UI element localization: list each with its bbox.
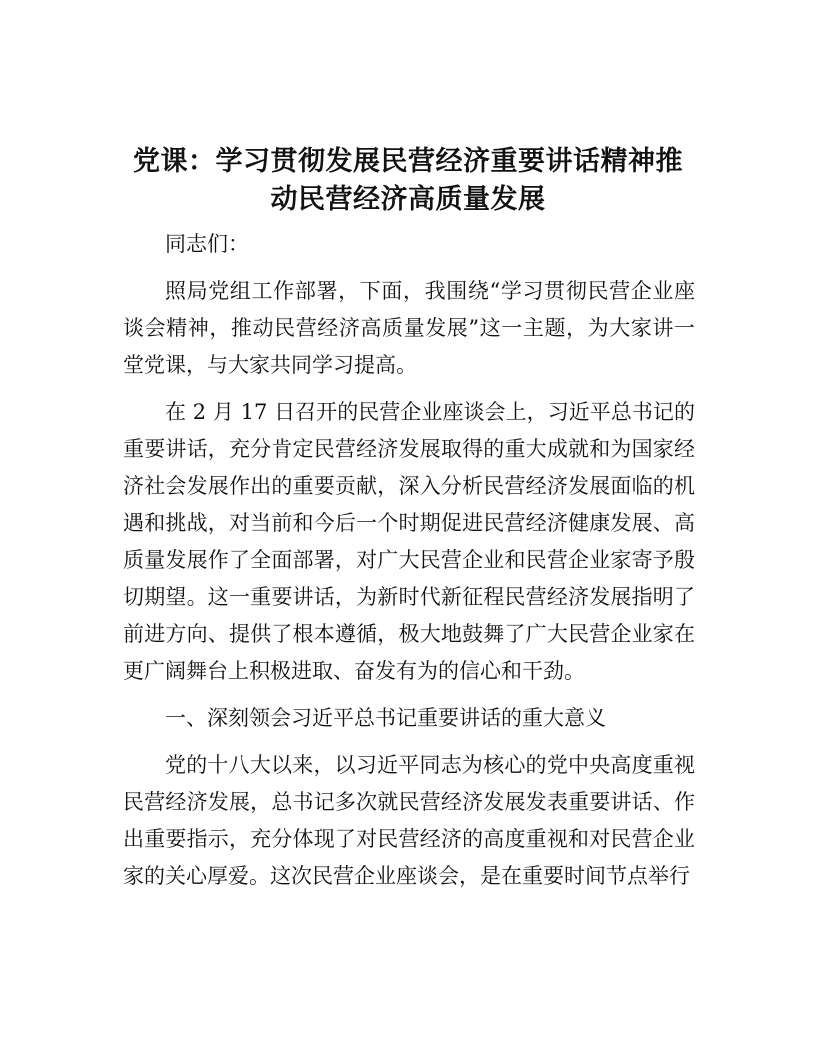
paragraph-section-1: 党的十八大以来，以习近平同志为核心的党中央高度重视民营经济发展，总书记多次就民营经济发展发表重要讲话、作出重要指示，充分体现了对民营经济的高度重视和对民营企业家的关心厚爱。这次民营企业座谈会，是在重要时间节点举行	[123, 753, 695, 888]
document-body	[123, 226, 695, 905]
paragraph-intro: 照局党组工作部署，下面，我围绕“学习贯彻民营企业座谈会精神，推动民营经济高质量发展”这一主题，为大家讲一堂党课，与大家共同学习提高。	[123, 279, 695, 377]
title-line-1: 党课：学习贯彻发展民营经济重要讲话精神推	[133, 146, 683, 177]
document-title	[120, 143, 696, 219]
salutation: 同志们：	[165, 232, 249, 256]
title-line-2: 动民营经济高质量发展	[270, 184, 546, 215]
section-heading-1: 一、深刻领会习近平总书记重要讲话的重大意义	[165, 706, 606, 730]
paragraph-background: 在 2 月 17 日召开的民营企业座谈会上，习近平总书记的重要讲话，充分肯定民营经济发展取得的重大成就和为国家经济社会发展作出的重要贡献，深入分析民营经济发展面临的机遇和挑战，对当前和今后一个时期促进民营经济健康发展、高质量发展作了全面部署，对广大民营企业和民营企业家寄予殷切期望。这一重要讲话，为新时代新征程民营经济发展指明了前进方向、提供了根本遵循，极大地鼓舞了广大民营企业家在更广阔舞台上积极进取、奋发有为的信心和干劲。	[123, 400, 695, 683]
